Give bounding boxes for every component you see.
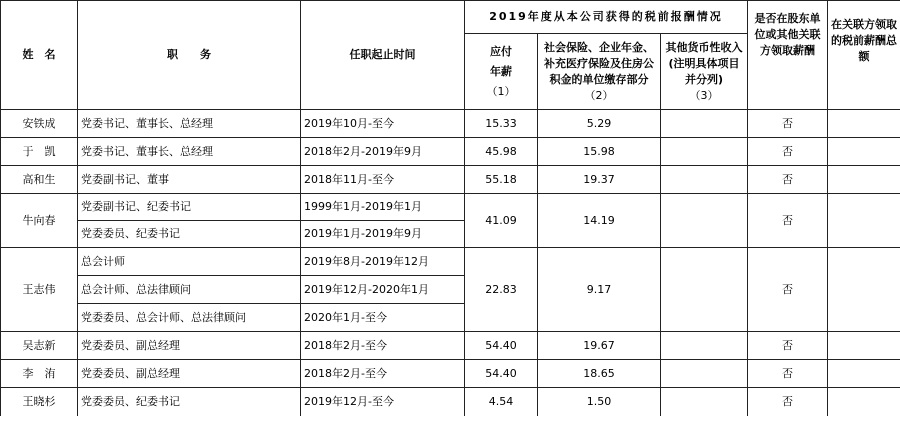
cell-pay: 54.40 [465, 360, 538, 388]
cell-related: 否 [748, 360, 828, 388]
header-pay-num: （1） [486, 84, 516, 98]
cell-total [828, 138, 900, 166]
cell-total [828, 166, 900, 194]
cell-social: 9.17 [538, 248, 661, 332]
cell-social: 14.19 [538, 194, 661, 248]
cell-term: 2019年8月-2019年12月 [301, 248, 465, 276]
header-pay-line1: 应付 [490, 44, 512, 58]
cell-term: 2019年12月-至今 [301, 388, 465, 416]
cell-term: 2018年2月-至今 [301, 332, 465, 360]
cell-other [661, 194, 748, 248]
cell-related: 否 [748, 138, 828, 166]
table-row [1, 360, 900, 388]
cell-position: 总会计师、总法律顾问 [78, 276, 301, 304]
cell-name: 吴志新 [1, 332, 78, 360]
cell-name: 牛向春 [1, 194, 78, 248]
header-other-text: 其他货币性收入(注明具体项目并分列) [665, 40, 743, 86]
cell-other [661, 248, 748, 332]
table-row [1, 194, 900, 221]
cell-pay: 55.18 [465, 166, 538, 194]
cell-position: 党委副书记、董事 [78, 166, 301, 194]
table-row [1, 388, 900, 416]
cell-pay: 4.54 [465, 388, 538, 416]
cell-other [661, 332, 748, 360]
cell-pay: 15.33 [465, 110, 538, 138]
cell-pay: 22.83 [465, 248, 538, 332]
cell-other [661, 360, 748, 388]
cell-name: 于 凯 [1, 138, 78, 166]
cell-total [828, 194, 900, 248]
table-row [1, 332, 900, 360]
cell-social: 19.67 [538, 332, 661, 360]
cell-position: 党委委员、副总经理 [78, 332, 301, 360]
cell-related: 否 [748, 248, 828, 332]
cell-other [661, 388, 748, 416]
header-name: 姓 名 [1, 1, 78, 110]
cell-social: 1.50 [538, 388, 661, 416]
cell-total [828, 388, 900, 416]
table-row [1, 248, 900, 276]
cell-name: 高和生 [1, 166, 78, 194]
header-pay [465, 34, 538, 110]
cell-term: 2018年11月-至今 [301, 166, 465, 194]
header-related: 是否在股东单位或其他关联方领取薪酬 [748, 1, 828, 110]
cell-related: 否 [748, 166, 828, 194]
cell-position: 党委委员、总会计师、总法律顾问 [78, 304, 301, 332]
cell-total [828, 332, 900, 360]
cell-name: 安铁成 [1, 110, 78, 138]
cell-social: 19.37 [538, 166, 661, 194]
cell-position: 党委书记、董事长、总经理 [78, 138, 301, 166]
cell-name: 王志伟 [1, 248, 78, 332]
header-social-num: （2） [584, 88, 614, 102]
cell-name: 李 洧 [1, 360, 78, 388]
cell-social: 15.98 [538, 138, 661, 166]
header-term: 任职起止时间 [301, 1, 465, 110]
cell-position: 总会计师 [78, 248, 301, 276]
header-group-title: 2019年度从本公司获得的税前报酬情况 [465, 1, 748, 34]
cell-term: 2019年1月-2019年9月 [301, 221, 465, 248]
header-pay-line2: 年薪 [490, 64, 512, 78]
cell-position: 党委委员、副总经理 [78, 360, 301, 388]
cell-position: 党委副书记、纪委书记 [78, 194, 301, 221]
cell-other [661, 138, 748, 166]
cell-term: 2020年1月-至今 [301, 304, 465, 332]
cell-related: 否 [748, 194, 828, 248]
cell-pay: 41.09 [465, 194, 538, 248]
cell-other [661, 110, 748, 138]
cell-term: 2019年12月-2020年1月 [301, 276, 465, 304]
cell-term: 2018年2月-2019年9月 [301, 138, 465, 166]
cell-related: 否 [748, 332, 828, 360]
header-other [661, 34, 748, 110]
cell-total [828, 360, 900, 388]
header-other-num: （3） [689, 88, 719, 102]
cell-position: 党委书记、董事长、总经理 [78, 110, 301, 138]
table-row [1, 138, 900, 166]
header-social [538, 34, 661, 110]
cell-position: 党委委员、纪委书记 [78, 221, 301, 248]
table-row [1, 110, 900, 138]
header-social-text: 社会保险、企业年金、补充医疗保险及住房公积金的单位缴存部分 [544, 40, 654, 86]
header-position: 职 务 [78, 1, 301, 110]
cell-total [828, 248, 900, 332]
cell-related: 否 [748, 388, 828, 416]
cell-pay: 54.40 [465, 332, 538, 360]
header-related-total: 在关联方领取的税前薪酬总额 [828, 1, 900, 110]
cell-total [828, 110, 900, 138]
cell-position: 党委委员、纪委书记 [78, 388, 301, 416]
cell-other [661, 166, 748, 194]
cell-related: 否 [748, 110, 828, 138]
table-row [1, 166, 900, 194]
cell-name: 王晓杉 [1, 388, 78, 416]
cell-term: 2019年10月-至今 [301, 110, 465, 138]
cell-term: 2018年2月-至今 [301, 360, 465, 388]
cell-term: 1999年1月-2019年1月 [301, 194, 465, 221]
cell-social: 18.65 [538, 360, 661, 388]
cell-social: 5.29 [538, 110, 661, 138]
cell-pay: 45.98 [465, 138, 538, 166]
